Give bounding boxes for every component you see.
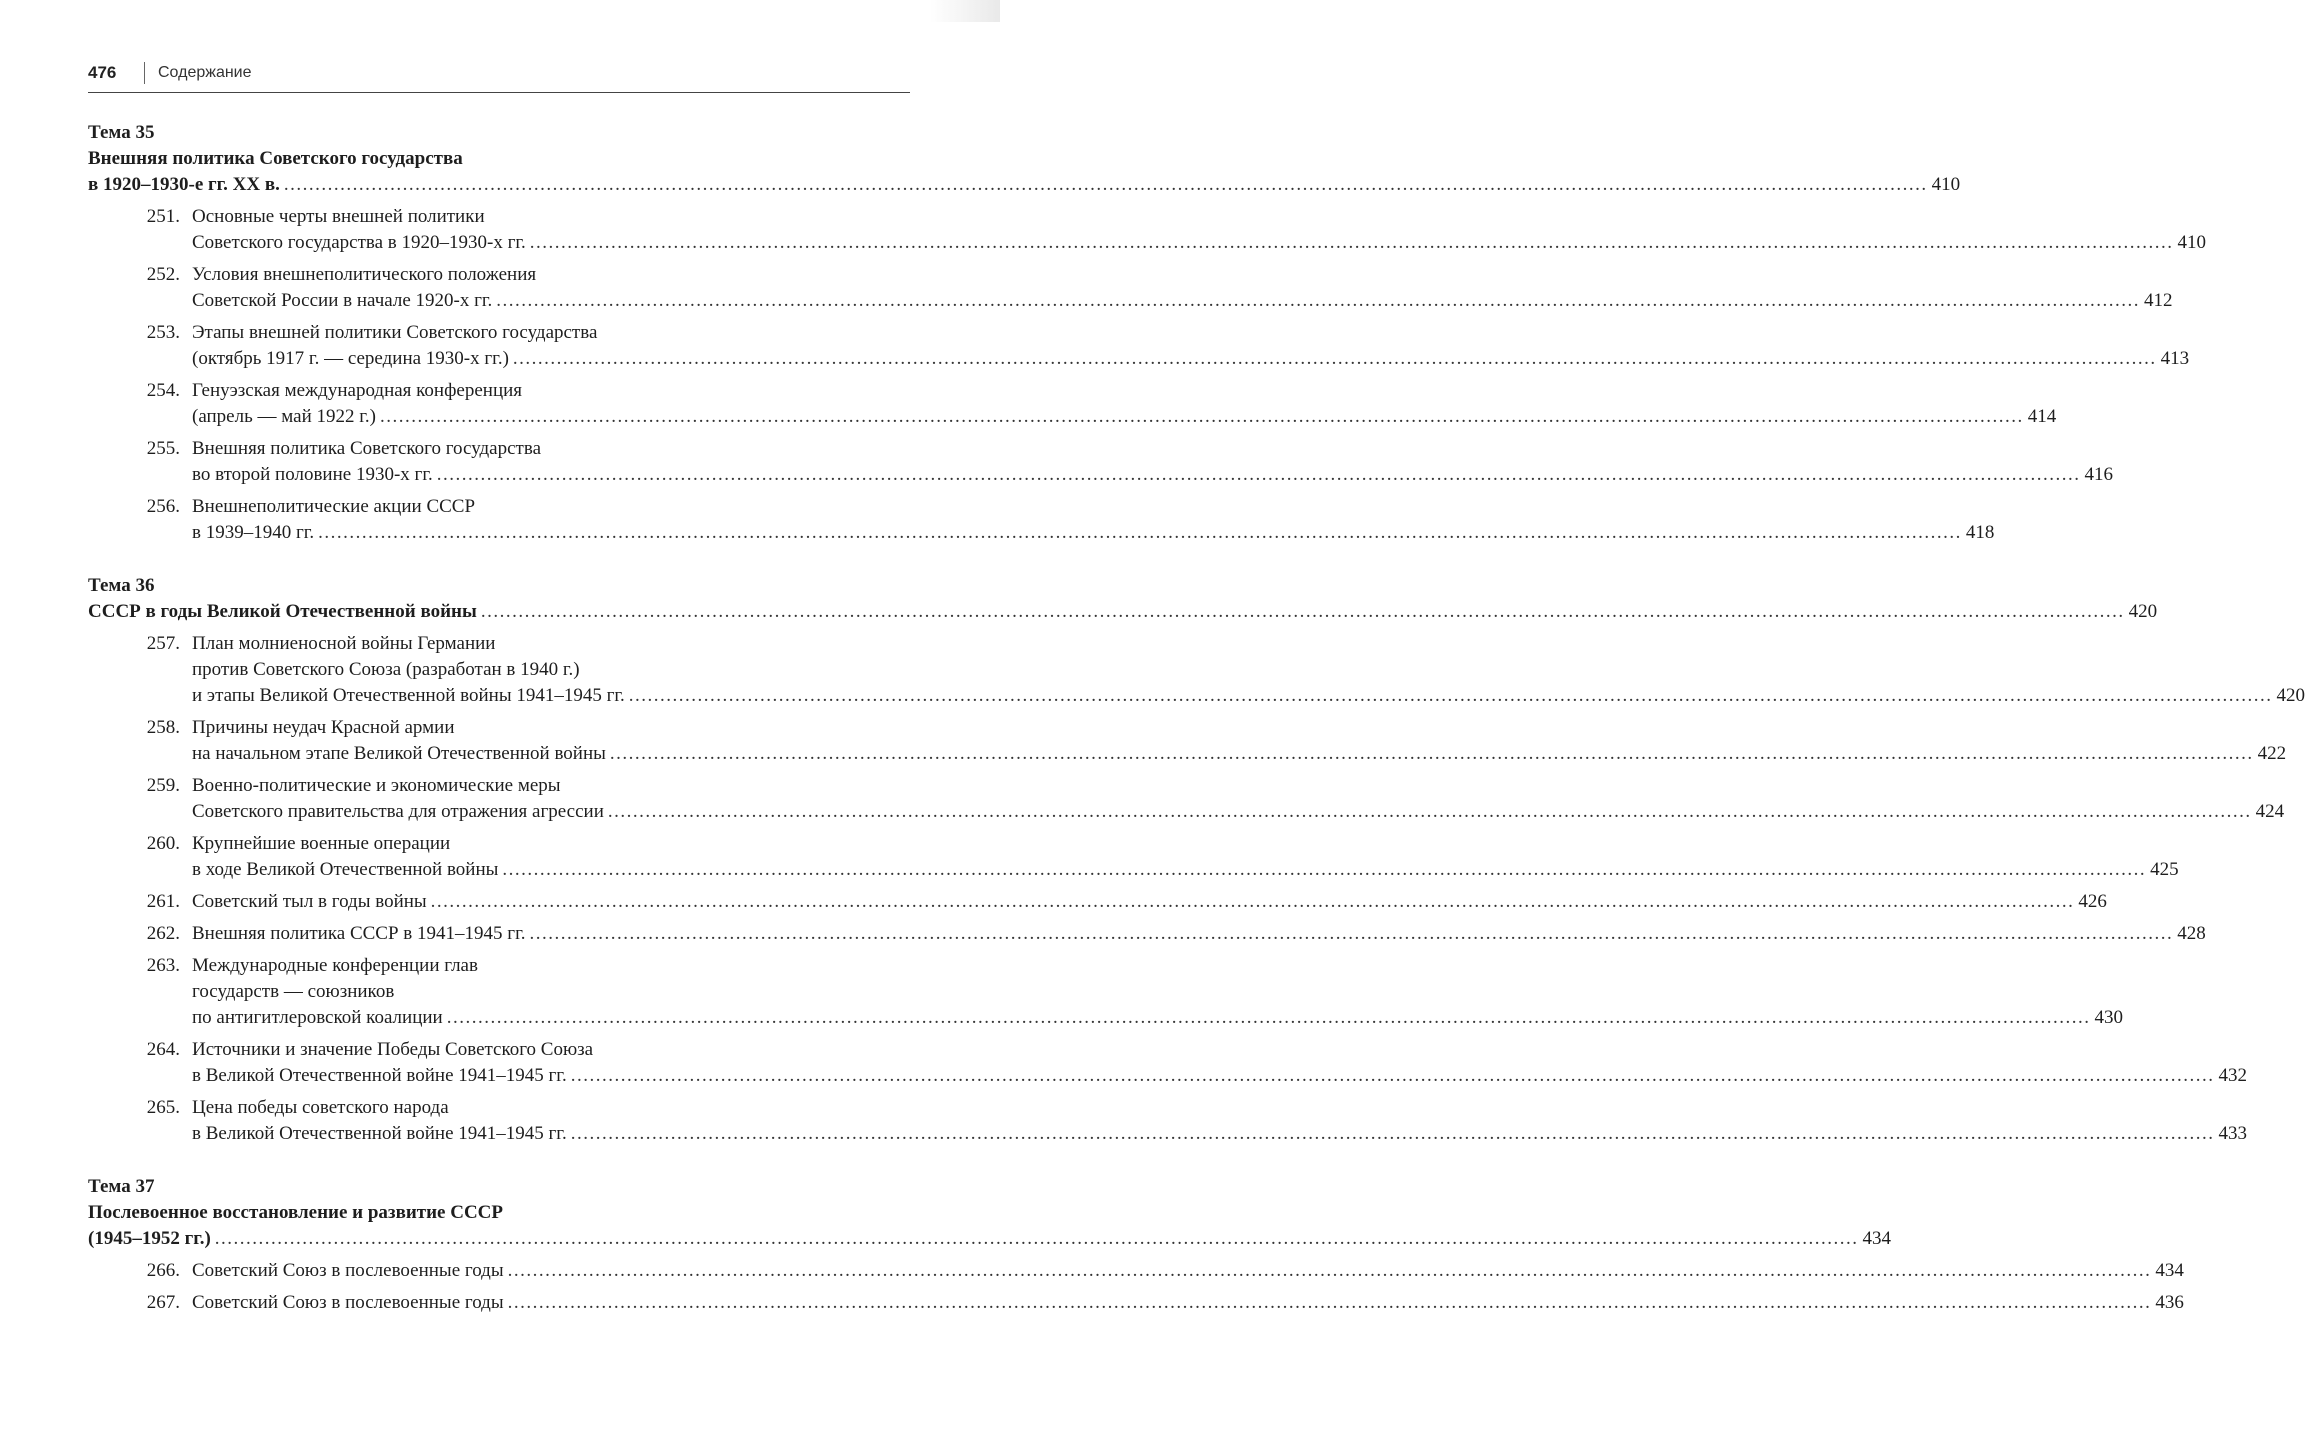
entry-line [192, 262, 2173, 288]
topic-title-text: СССР в годы Великой Отечественной войны [88, 601, 477, 622]
page-ref[interactable]: 410 [2177, 232, 2207, 253]
topic-title-line [88, 599, 2158, 625]
entry-line [192, 204, 2206, 230]
entry-line [192, 773, 2284, 799]
topic-title-line [88, 146, 894, 172]
entry-text: Крупнейшие военные операции [192, 833, 451, 854]
page-ref[interactable]: 414 [2027, 406, 2057, 427]
dot-leader [437, 462, 2081, 488]
page-ref[interactable]: 420 [2276, 685, 2305, 706]
entry-text: Цена победы советского народа [192, 1097, 449, 1118]
page-ref[interactable]: 428 [2177, 923, 2206, 944]
toc-entry[interactable] [88, 436, 2113, 488]
entry-text: на начальном этапе Великой Отечественной войны [192, 743, 606, 764]
topic-title[interactable] [88, 1200, 1892, 1252]
entry-line [192, 378, 2056, 404]
page-ref[interactable]: 424 [2255, 801, 2285, 822]
entry-text: Источники и значение Победы Советского Союза [192, 1039, 594, 1060]
entry-line [192, 857, 2179, 883]
entry-line [192, 436, 2113, 462]
entry-line [192, 657, 2305, 683]
dot-leader [215, 1226, 1859, 1252]
toc-entry[interactable] [88, 1095, 2247, 1147]
entry-text: против Советского Союза (разработан в 1940 г.) [192, 659, 580, 680]
toc-entry[interactable] [88, 1258, 2184, 1284]
dot-leader [431, 889, 2075, 915]
entry-text: Внешняя политика Советского государства [192, 438, 542, 459]
topic-title[interactable] [88, 146, 1961, 198]
dot-leader [508, 1258, 2152, 1284]
entry-line [192, 921, 2206, 947]
entry-text: Причины неудач Красной армии [192, 717, 455, 738]
entry-line [192, 831, 2179, 857]
entry-line [192, 631, 2305, 657]
header-divider [144, 62, 145, 84]
entry-text: Внешняя политика СССР в 1941–1945 гг. [192, 923, 526, 944]
toc-entry[interactable] [88, 204, 2207, 256]
entry-text: по антигитлеровской коалиции [192, 1007, 443, 1028]
page-ref[interactable]: 418 [1965, 522, 1995, 543]
table-of-contents [88, 120, 2305, 1343]
page-ref[interactable]: 436 [2155, 1292, 2184, 1313]
toc-entry[interactable] [88, 889, 2107, 915]
page-ref[interactable]: 426 [2078, 891, 2107, 912]
topic-title-text: в 1920–1930-е гг. XX в. [88, 174, 280, 195]
dot-leader [529, 921, 2173, 947]
entry-text: в ходе Великой Отечественной войны [192, 859, 499, 880]
entry-number: 258. [146, 717, 180, 738]
entry-line [192, 1005, 2123, 1031]
page-ref[interactable]: 412 [2144, 290, 2173, 311]
page-ref[interactable]: 430 [2094, 1007, 2123, 1028]
entry-body [192, 715, 2286, 767]
dot-leader [496, 288, 2140, 314]
entry-number: 266. [146, 1260, 180, 1281]
page-ref[interactable]: 416 [2084, 464, 2113, 485]
dot-leader [513, 346, 2157, 372]
entry-text: государств — союзников [192, 981, 395, 1002]
entry-number: 265. [146, 1097, 180, 1118]
entry-text: Основные черты внешней политики [192, 206, 485, 227]
entry-line [192, 288, 2173, 314]
entry-line [192, 683, 2305, 709]
entry-text: Советский Союз в послевоенные годы [192, 1260, 504, 1281]
page-ref[interactable]: 432 [2218, 1065, 2247, 1086]
entry-text: Генуэзская международная конференция [192, 380, 523, 401]
entry-number: 256. [146, 496, 180, 517]
entry-line [192, 230, 2206, 256]
entry-text: Советской России в начале 1920-х гг. [192, 290, 493, 311]
entry-text: в Великой Отечественной войне 1941–1945 гг. [192, 1123, 567, 1144]
entry-text: в Великой Отечественной войне 1941–1945 гг. [192, 1065, 567, 1086]
entry-number: 260. [146, 833, 180, 854]
entry-text: Советского правительства для отражения агрессии [192, 801, 604, 822]
entry-text: Этапы внешней политики Советского государства [192, 322, 598, 343]
entry-number: 262. [146, 923, 180, 944]
entry-body [192, 262, 2173, 314]
topic-title-text: Внешняя политика Советского государства [88, 148, 463, 169]
dot-leader [502, 857, 2146, 883]
topic-title-line [88, 1200, 894, 1226]
page-ref[interactable]: 410 [1931, 174, 1961, 195]
entry-body [192, 773, 2284, 825]
entry-text: Международные конференции глав [192, 955, 478, 976]
toc-entry[interactable] [88, 921, 2206, 947]
topic-label: Тема 35 [88, 122, 155, 143]
entry-body [192, 1290, 2184, 1316]
entry-text: в 1939–1940 гг. [192, 522, 315, 543]
entry-line [192, 520, 1994, 546]
entry-number: 263. [146, 955, 180, 976]
entry-body [192, 831, 2179, 883]
entry-text: Советского государства в 1920–1930-х гг. [192, 232, 526, 253]
entry-body [192, 921, 2206, 947]
entry-body [192, 436, 2113, 488]
entry-body [192, 320, 2189, 372]
entry-line [192, 1037, 2247, 1063]
dot-leader [571, 1063, 2215, 1089]
entry-number: 261. [146, 891, 180, 912]
dot-leader [284, 172, 1928, 198]
entry-number: 259. [146, 775, 180, 796]
entry-line [192, 1095, 2247, 1121]
dot-leader [571, 1121, 2215, 1147]
page-ref[interactable]: 425 [2150, 859, 2179, 880]
page-ref[interactable]: 434 [1862, 1228, 1892, 1249]
dot-leader [380, 404, 2024, 430]
entry-number: 252. [146, 264, 180, 285]
toc-entry[interactable] [88, 715, 2287, 767]
entry-line [192, 494, 1994, 520]
topic-section [88, 120, 2207, 546]
page-ref[interactable]: 413 [2160, 348, 2190, 369]
page-number: 476 [88, 63, 117, 82]
entry-number: 254. [146, 380, 180, 401]
topic-label: Тема 37 [88, 1176, 155, 1197]
dot-leader [447, 1005, 2091, 1031]
topic-title-line [88, 172, 1961, 198]
entry-line [192, 346, 2189, 372]
entry-text: Условия внешнеполитического положения [192, 264, 537, 285]
entry-line [192, 1258, 2184, 1284]
topic-label: Тема 36 [88, 575, 155, 596]
entry-text: План молниеносной войны Германии [192, 633, 496, 654]
running-header [88, 58, 910, 93]
page-ref[interactable]: 420 [2128, 601, 2158, 622]
dot-leader [530, 230, 2174, 256]
toc-entry[interactable] [88, 831, 2179, 883]
entry-body [192, 631, 2305, 709]
entry-text: Внешнеполитические акции СССР [192, 496, 476, 517]
entry-number: 255. [146, 438, 180, 459]
entry-line [192, 715, 2286, 741]
entry-body [192, 1258, 2184, 1284]
entry-text: (октябрь 1917 г. — середина 1930-х гг.) [192, 348, 509, 369]
topic-section [88, 573, 2305, 1147]
dot-leader [481, 599, 2125, 625]
entry-line [192, 889, 2107, 915]
entry-number: 264. [146, 1039, 180, 1060]
toc-entry[interactable] [88, 378, 2057, 430]
entry-line [192, 1121, 2247, 1147]
toc-entry[interactable] [88, 631, 2305, 709]
entry-line [192, 979, 2123, 1005]
entry-text: (апрель — май 1922 г.) [192, 406, 376, 427]
entry-number: 251. [146, 206, 180, 227]
entry-line [192, 741, 2286, 767]
entry-text: во второй половине 1930-х гг. [192, 464, 433, 485]
entry-number: 257. [146, 633, 180, 654]
topic-title-text: (1945–1952 гг.) [88, 1228, 211, 1249]
entry-body [192, 378, 2056, 430]
entry-line [192, 953, 2123, 979]
entry-text: Советский Союз в послевоенные годы [192, 1292, 504, 1313]
entry-text: Военно-политические и экономические меры [192, 775, 561, 796]
dot-leader [318, 520, 1962, 546]
topic-title[interactable] [88, 599, 2158, 625]
entry-text: и этапы Великой Отечественной войны 1941–1945 гг. [192, 685, 625, 706]
toc-entry[interactable] [88, 1290, 2184, 1316]
entry-body [192, 204, 2206, 256]
toc-entry[interactable] [88, 953, 2123, 1031]
entry-line [192, 462, 2113, 488]
entry-line [192, 1063, 2247, 1089]
toc-entry[interactable] [88, 494, 1995, 546]
dot-leader [610, 741, 2254, 767]
entry-line [192, 320, 2189, 346]
toc-entry[interactable] [88, 773, 2285, 825]
page-ref[interactable]: 422 [2257, 743, 2287, 764]
toc-entry[interactable] [88, 262, 2173, 314]
page-ref[interactable]: 434 [2155, 1260, 2184, 1281]
dot-leader [508, 1290, 2152, 1316]
entry-line [192, 404, 2056, 430]
entry-number: 253. [146, 322, 180, 343]
dot-leader [629, 683, 2273, 709]
topic-title-text: Послевоенное восстановление и развитие СССР [88, 1202, 504, 1223]
page-edge-shadow [930, 0, 1000, 22]
entry-body [192, 953, 2123, 1031]
topic-title-line [88, 1226, 1892, 1252]
entry-body [192, 1037, 2247, 1089]
entry-text: Советский тыл в годы войны [192, 891, 427, 912]
entry-body [192, 889, 2107, 915]
toc-entry[interactable] [88, 320, 2190, 372]
entry-line [192, 1290, 2184, 1316]
running-title: Содержание [158, 64, 252, 81]
entry-body [192, 1095, 2247, 1147]
entry-line [192, 799, 2284, 825]
topic-section [88, 1174, 2184, 1316]
toc-entry[interactable] [88, 1037, 2247, 1089]
entry-body [192, 494, 1994, 546]
dot-leader [608, 799, 2252, 825]
entry-number: 267. [146, 1292, 180, 1313]
page-ref[interactable]: 433 [2218, 1123, 2247, 1144]
